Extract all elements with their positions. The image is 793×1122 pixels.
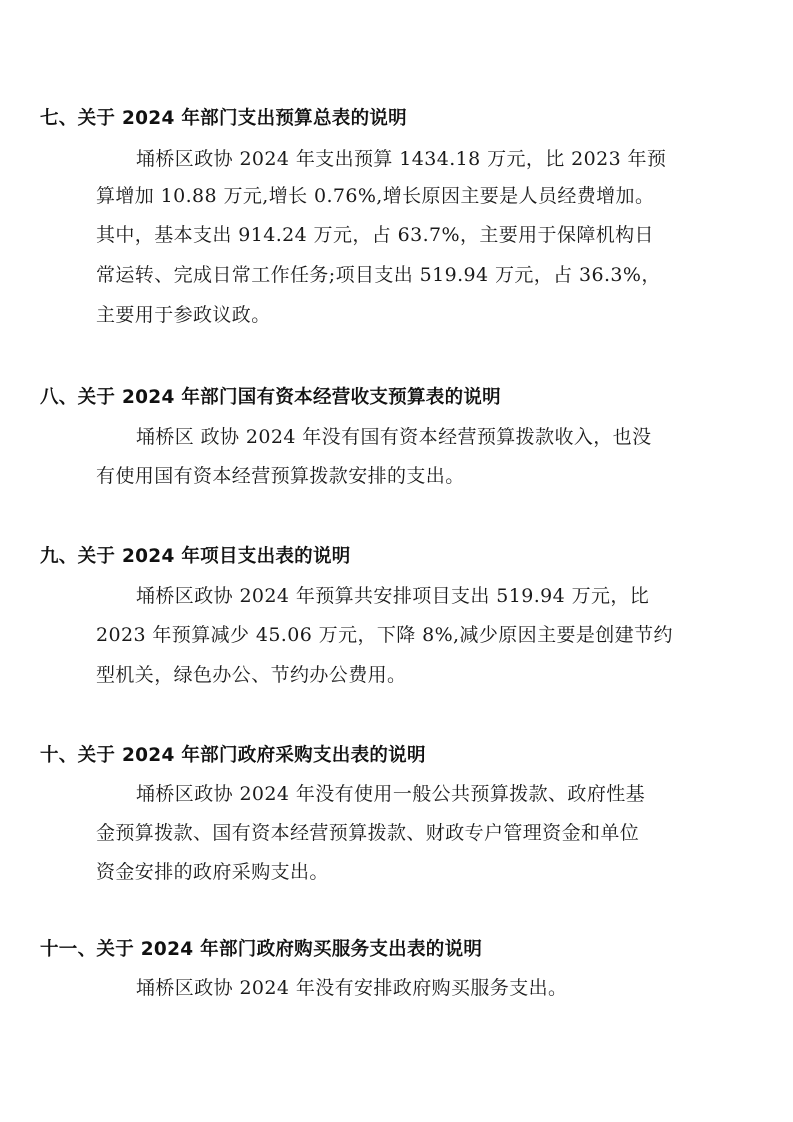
paragraph-line: 型机关，绿色办公、节约办公费用。 bbox=[96, 664, 407, 686]
paragraph-line: 埇桥区政协 2024 年支出预算 1434.18 万元，比 2023 年预 bbox=[136, 148, 667, 170]
paragraph-line: 金预算拨款、国有资本经营预算拨款、财政专户管理资金和单位 bbox=[96, 822, 640, 844]
paragraph-line: 埇桥区政协 2024 年没有安排政府购买服务支出。 bbox=[136, 977, 568, 999]
section-heading: 九、关于 2024 年项目支出表的说明 bbox=[40, 546, 351, 567]
paragraph-line: 资金安排的政府采购支出。 bbox=[96, 861, 329, 883]
paragraph-line: 埇桥区 政协 2024 年没有国有资本经营预算拨款收入，也没 bbox=[136, 426, 652, 448]
paragraph-line: 算增加 10.88 万元,增长 0.76%,增长原因主要是人员经费增加。 bbox=[96, 185, 655, 207]
paragraph-line: 埇桥区政协 2024 年预算共安排项目支出 519.94 万元，比 bbox=[136, 585, 650, 607]
section-heading: 七、关于 2024 年部门支出预算总表的说明 bbox=[40, 108, 407, 129]
paragraph-line: 常运转、完成日常工作任务;项目支出 519.94 万元，占 36.3%， bbox=[96, 264, 661, 286]
paragraph-line: 主要用于参政议政。 bbox=[96, 304, 271, 326]
paragraph-line: 2023 年预算减少 45.06 万元，下降 8%,减少原因主要是创建节约 bbox=[96, 624, 673, 646]
section-heading: 八、关于 2024 年部门国有资本经营收支预算表的说明 bbox=[40, 387, 501, 408]
paragraph-line: 有使用国有资本经营预算拨款安排的支出。 bbox=[96, 465, 465, 487]
section-heading: 十、关于 2024 年部门政府采购支出表的说明 bbox=[40, 745, 426, 766]
paragraph-line: 埇桥区政协 2024 年没有使用一般公共预算拨款、政府性基 bbox=[136, 783, 646, 805]
paragraph-line: 其中，基本支出 914.24 万元，占 63.7%，主要用于保障机构日 bbox=[96, 224, 654, 246]
section-heading: 十一、关于 2024 年部门政府购买服务支出表的说明 bbox=[40, 939, 483, 960]
